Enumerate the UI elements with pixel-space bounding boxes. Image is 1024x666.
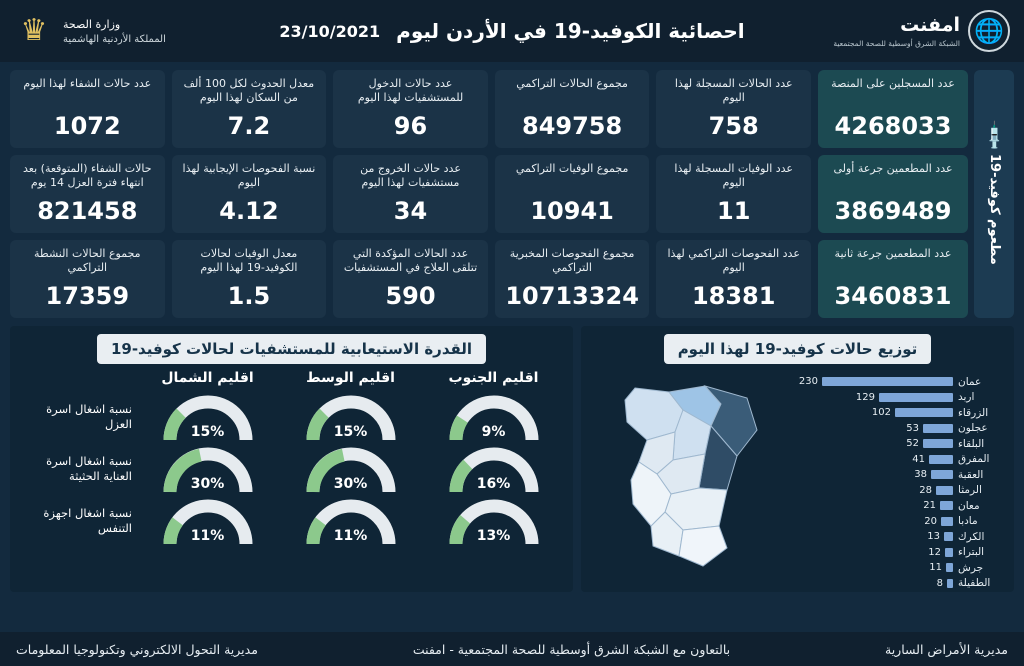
lower-section — [0, 324, 1024, 592]
bar-value: 41 — [912, 453, 925, 465]
map-svg — [587, 370, 777, 575]
bar-fill — [936, 486, 953, 495]
kpi-label: عدد المطعمين جرعة ثانية — [834, 247, 952, 260]
gauge-value: 11% — [190, 528, 225, 544]
bar-fill — [929, 455, 953, 464]
capacity-row-ventilators — [18, 496, 565, 546]
kpi-value: 3460831 — [834, 282, 952, 310]
bar-value: 20 — [924, 515, 937, 527]
globe-icon: 🌐 — [968, 10, 1010, 52]
capacity-row-label: نسبة اشغال اسرة العناية الحثيثة — [46, 454, 132, 483]
amphnet-brand — [833, 10, 1010, 52]
capacity-row-label: نسبة اشغال اسرة العزل — [46, 402, 132, 431]
gauge-value: 30% — [190, 476, 225, 492]
kpi-card-death-rate — [172, 240, 327, 318]
bar-label: عمان — [958, 375, 982, 388]
bar-fill — [923, 424, 953, 433]
bar-value: 21 — [923, 500, 936, 512]
kpi-column-3 — [333, 70, 488, 318]
kpi-card-new-cases — [656, 70, 811, 148]
footer-middle: بالتعاون مع الشبكة الشرق أوسطية للصحة المجتمعية - امفنت — [412, 641, 731, 657]
gauge-value: 30% — [333, 476, 368, 492]
hospital-capacity-panel — [10, 326, 573, 592]
gauge-value: 15% — [190, 424, 225, 440]
gauge-value: 9% — [481, 424, 506, 440]
kpi-card-active-cases — [10, 240, 165, 318]
kpi-card-recoveries — [10, 70, 165, 148]
cases-distribution-panel — [581, 326, 1014, 592]
region-label-south: اقليم الجنوب — [448, 370, 539, 386]
vaccination-block — [818, 70, 1014, 318]
kpi-value: 10713324 — [505, 282, 639, 310]
bar-row — [777, 576, 1008, 592]
kpi-value: 4268033 — [834, 112, 952, 140]
gauge-isolation-north — [160, 392, 256, 442]
syringe-icon: 💉 — [976, 118, 1012, 153]
report-date: 23/10/2021 — [279, 21, 381, 41]
bar-label: الزرقاء — [958, 406, 989, 419]
bar-row — [777, 390, 1008, 406]
kpi-label: عدد المطعمين جرعة أولى — [833, 162, 953, 175]
kpi-value: 821458 — [37, 197, 138, 225]
bar-value: 28 — [919, 484, 932, 496]
kpi-card-total-cases — [495, 70, 650, 148]
kpi-value: 10941 — [530, 197, 614, 225]
kpi-card-positivity-rate — [172, 155, 327, 233]
region-header-row — [18, 370, 565, 390]
bar-row — [777, 498, 1008, 514]
kpi-label: نسبة الفحوصات الإيجابية لهذا اليوم — [182, 162, 316, 189]
kpi-value: 4.12 — [219, 197, 279, 225]
bar-fill — [944, 532, 953, 541]
jordan-governorates-map — [587, 368, 777, 576]
kpi-column-2 — [495, 70, 650, 318]
gauge-value: 16% — [476, 476, 511, 492]
bar-row — [777, 560, 1008, 576]
kpi-label: مجموع الحالات النشطة التراكمي — [34, 247, 141, 274]
bar-row — [777, 529, 1008, 545]
kpi-value: 1072 — [53, 112, 121, 140]
region-label-center: اقليم الوسط — [306, 370, 395, 386]
kpi-value: 3869489 — [834, 197, 952, 225]
kpi-label: حالات الشفاء (المتوقعة) بعد انتهاء فترة العزل 14 يوم — [23, 162, 152, 189]
kpi-label: معدل الوفيات لحالات الكوفيد-19 لهذا اليوم — [200, 247, 298, 274]
kpi-value: 1.5 — [227, 282, 271, 310]
gauge-icu-north — [160, 444, 256, 494]
kpi-label: عدد الحالات المؤكدة التي تتلقى العلاج في المستشفيات — [343, 247, 478, 274]
bar-value: 12 — [928, 546, 941, 558]
bar-label: جرش — [958, 561, 984, 574]
bar-fill — [941, 517, 953, 526]
kpi-area — [0, 62, 1024, 324]
kpi-label: عدد الوفيات المسجلة لهذا اليوم — [674, 162, 793, 189]
kpi-value: 758 — [708, 112, 759, 140]
bar-row — [777, 421, 1008, 437]
bar-label: عجلون — [958, 422, 988, 435]
vaccination-title: مطعوم كوفيد-19 — [986, 153, 1002, 265]
gauge-value: 13% — [476, 528, 511, 544]
bar-label: البلقاء — [958, 437, 985, 450]
kpi-column-5 — [10, 70, 165, 318]
page-header — [0, 0, 1024, 62]
kpi-label: عدد المسجلين على المنصة — [831, 77, 955, 90]
bar-value: 102 — [871, 407, 891, 419]
kpi-card-second-dose — [818, 240, 968, 318]
kpi-label: عدد حالات الشفاء لهذا اليوم — [23, 77, 152, 90]
kpi-column-1 — [656, 70, 811, 318]
bar-row — [777, 545, 1008, 561]
bar-fill — [940, 501, 953, 510]
kpi-value: 34 — [393, 197, 428, 225]
footer-left: مديرية التحول الالكتروني وتكنولوجيا المعلومات — [16, 641, 258, 657]
gauge-value: 15% — [333, 424, 368, 440]
bar-fill — [931, 470, 953, 479]
bar-fill — [946, 563, 953, 572]
kpi-card-discharges — [333, 155, 488, 233]
capacity-row-label: نسبة اشغال اجهزة التنفس — [43, 506, 132, 535]
bar-row — [777, 405, 1008, 421]
kpi-card-total-deaths — [495, 155, 650, 233]
bar-label: العقبة — [958, 468, 984, 481]
cases-panel-title: توزيع حالات كوفيد-19 لهذا اليوم — [664, 334, 932, 364]
bar-row — [777, 436, 1008, 452]
bar-value: 38 — [914, 469, 927, 481]
footer-right: مديرية الأمراض السارية — [885, 641, 1008, 657]
bar-value: 13 — [927, 531, 940, 543]
bar-fill — [923, 439, 953, 448]
region-label-north: اقليم الشمال — [161, 370, 254, 386]
kpi-card-registered-platform — [818, 70, 968, 148]
ministry-name: وزارة الصحة — [63, 17, 121, 31]
bar-label: البتراء — [958, 546, 985, 559]
gauge-ventilator-center — [303, 496, 399, 546]
vaccination-sidebar — [974, 70, 1014, 318]
bar-row — [777, 452, 1008, 468]
kpi-card-hospitalized — [333, 240, 488, 318]
bar-fill — [822, 377, 953, 386]
bar-label: مادبا — [958, 515, 978, 528]
bar-value: 53 — [906, 422, 919, 434]
country-name: المملكة الأردنية الهاشمية — [63, 33, 166, 45]
governorate-bar-chart — [777, 368, 1008, 590]
kpi-value: 11 — [717, 197, 751, 225]
gauge-icu-center — [303, 444, 399, 494]
brand-subtitle: الشبكة الشرق أوسطية للصحة المجتمعية — [833, 39, 960, 48]
kpi-value: 7.2 — [227, 112, 271, 140]
bar-value: 11 — [929, 562, 942, 574]
brand-name: امفنت — [900, 14, 960, 36]
ministry-brand — [14, 8, 166, 54]
capacity-panel-title: القدرة الاستيعابية للمستشفيات لحالات كوفيد-19 — [97, 334, 486, 364]
capacity-row-isolation-beds — [18, 392, 565, 442]
gauge-isolation-south — [446, 392, 542, 442]
gauge-value: 11% — [333, 528, 368, 544]
gauge-ventilator-north — [160, 496, 256, 546]
bar-value: 129 — [855, 391, 875, 403]
kpi-value: 590 — [385, 282, 436, 310]
bar-label: الطفيلة — [958, 577, 991, 590]
kpi-value: 18381 — [691, 282, 776, 310]
bar-fill — [879, 393, 953, 402]
gauge-isolation-center — [303, 392, 399, 442]
kpi-card-first-dose — [818, 155, 968, 233]
gauge-icu-south — [446, 444, 542, 494]
bar-label: اربد — [958, 391, 975, 404]
jordan-crest-icon: ♛ — [20, 13, 48, 48]
bar-label: الكرك — [958, 530, 985, 543]
kpi-card-incidence-rate — [172, 70, 327, 148]
kpi-label: عدد الحالات المسجلة لهذا اليوم — [674, 77, 793, 104]
kpi-value: 96 — [393, 112, 428, 140]
kpi-label: مجموع الوفيات التراكمي — [515, 162, 629, 175]
capacity-row-icu-beds — [18, 444, 565, 494]
bar-label: الرمثا — [958, 484, 982, 497]
kpi-card-expected-recoveries — [10, 155, 165, 233]
bar-row — [777, 374, 1008, 390]
kpi-label: مجموع الفحوصات المخبرية التراكمي — [509, 247, 635, 274]
bar-value: 8 — [936, 577, 943, 589]
bar-label: المفرق — [958, 453, 990, 466]
kpi-grid — [10, 70, 811, 318]
bar-label: معان — [958, 499, 980, 512]
bar-row — [777, 483, 1008, 499]
gauge-ventilator-south — [446, 496, 542, 546]
page-title: احصائية الكوفيد-19 في الأردن ليوم — [396, 19, 745, 43]
kpi-card-total-tests — [495, 240, 650, 318]
kpi-card-admissions — [333, 70, 488, 148]
bar-value: 230 — [798, 376, 818, 388]
kpi-label: مجموع الحالات التراكمي — [516, 77, 628, 90]
kpi-card-new-deaths — [656, 155, 811, 233]
bar-value: 52 — [906, 438, 919, 450]
bar-row — [777, 467, 1008, 483]
kpi-label: عدد حالات الدخول للمستشفيات لهذا اليوم — [357, 77, 464, 104]
kpi-value: 849758 — [522, 112, 623, 140]
page-footer — [0, 632, 1024, 666]
kpi-value: 17359 — [45, 282, 130, 310]
bar-row — [777, 514, 1008, 530]
kpi-label: عدد الفحوصات التراكمي لهذا اليوم — [667, 247, 800, 274]
bar-fill — [895, 408, 953, 417]
kpi-column-4 — [172, 70, 327, 318]
bar-fill — [947, 579, 953, 588]
bar-fill — [945, 548, 953, 557]
kpi-label: عدد حالات الخروج من مستشفيات لهذا اليوم — [360, 162, 461, 189]
kpi-label: معدل الحدوث لكل 100 ألف من السكان لهذا اليوم — [183, 77, 315, 104]
kpi-card-tests-today — [656, 240, 811, 318]
